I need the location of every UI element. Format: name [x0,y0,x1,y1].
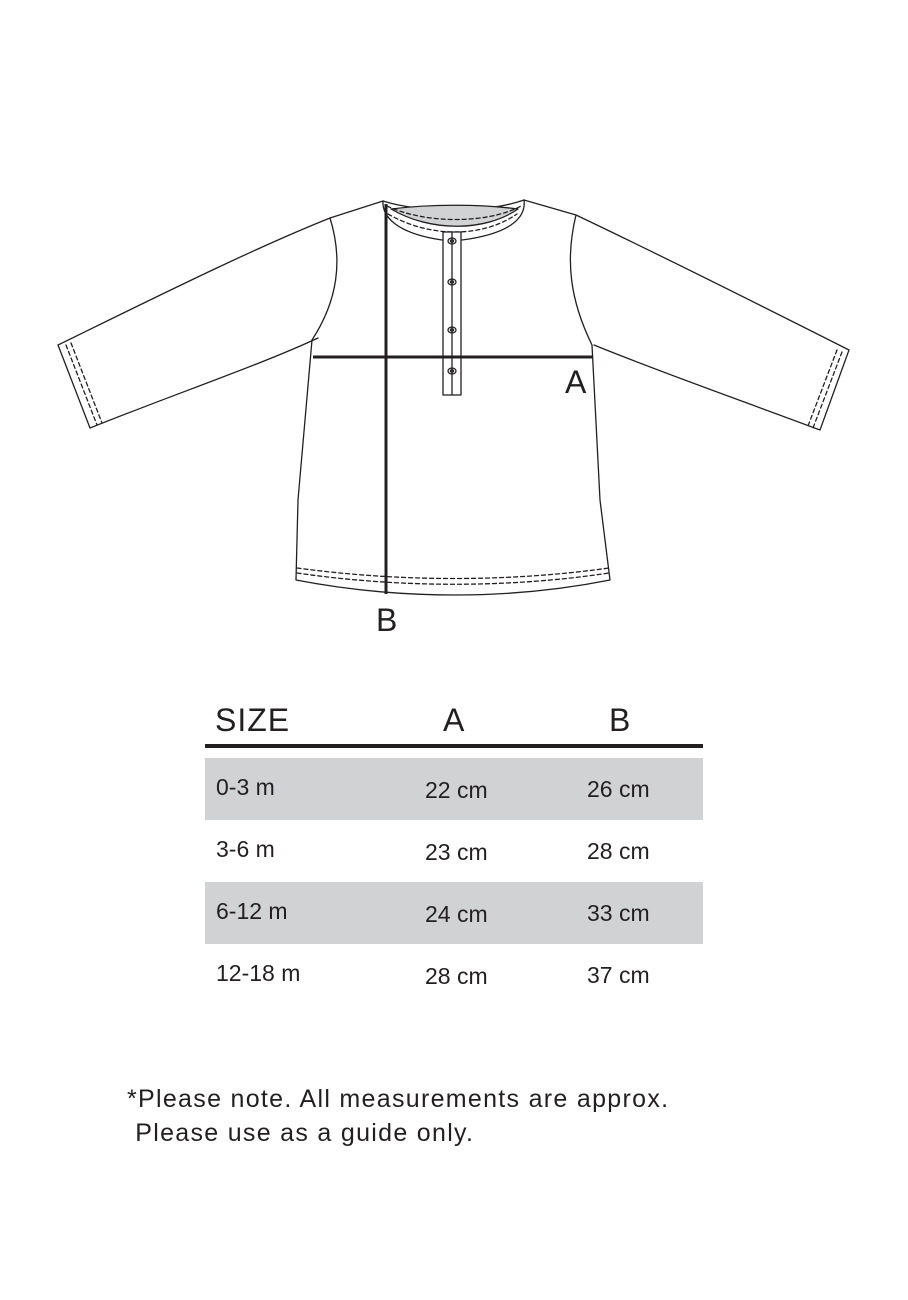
cell-size: 12-18 m [216,959,301,986]
cell-a: 22 cm [405,758,565,820]
table-row [205,758,703,820]
left-sleeve [58,218,330,428]
cell-b: 33 cm [565,882,703,944]
note-line-2: Please use as a guide only. [127,1119,475,1147]
table-row [205,820,703,882]
right-sleeve [576,215,849,430]
dimension-label-a: A [565,364,587,400]
table-row [205,882,703,944]
cell-a: 24 cm [405,882,565,944]
size-chart-table [205,696,703,1006]
dimension-label-b: B [376,602,398,638]
cell-size: 3-6 m [216,835,275,862]
header-size: SIZE [205,696,405,746]
hem-stitch [297,568,609,579]
cell-size: 0-3 m [205,758,405,820]
table-row [205,944,703,1006]
cell-b: 37 cm [587,961,650,988]
cell-a: 23 cm [425,838,488,865]
header-b: B [565,696,703,746]
cell-b: 26 cm [565,758,703,820]
table-header-row [205,696,703,746]
cell-size: 6-12 m [205,882,405,944]
note-line-1: *Please note. All measurements are approx. [127,1085,670,1113]
measurement-note [127,1082,669,1150]
cell-a: 28 cm [425,962,488,989]
header-a: A [405,696,565,746]
cell-b: 28 cm [587,837,650,864]
